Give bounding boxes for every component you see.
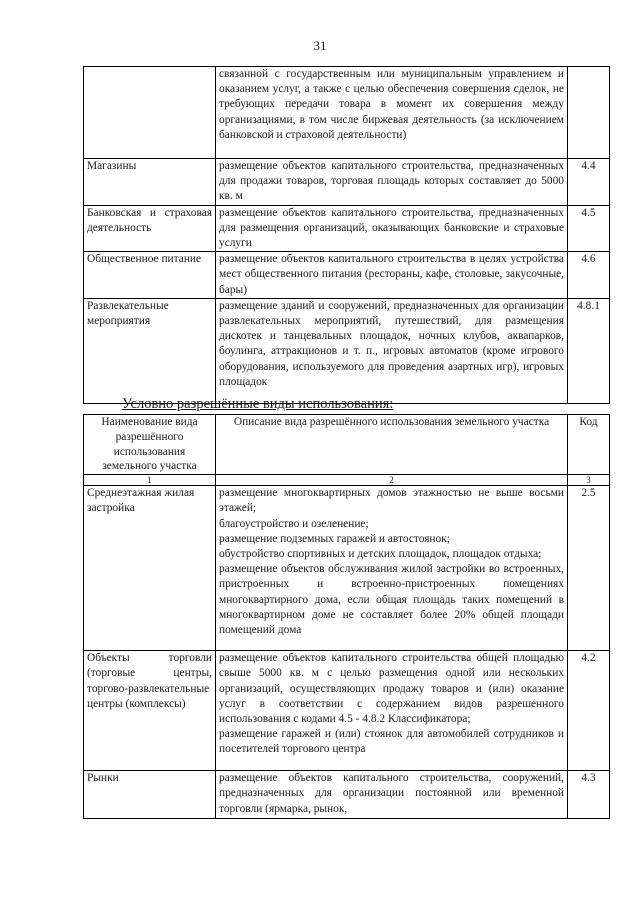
use-name-cell: Магазины bbox=[84, 159, 216, 206]
use-description-cell: размещение зданий и сооружений, предназначенных для организации развлекательных мероприятий, путешествий, для размещения дискотек и танцевальных площадок, ночных клубов, аквапарков, боулинга, аттракционов и т. п., игровых автоматов (кроме игрового оборудования, используемого для проведения азартных игр), игровых площадок bbox=[216, 298, 568, 403]
conditional-uses-table bbox=[83, 414, 610, 819]
use-name-cell: Рынки bbox=[84, 771, 216, 819]
use-name-cell bbox=[84, 67, 216, 159]
use-name-cell: Общественное питание bbox=[84, 252, 216, 299]
table-row bbox=[84, 252, 610, 299]
use-description-cell: размещение объектов капитального строительства, предназначенных для размещения организаций, оказывающих банковские и страховые услуги bbox=[216, 205, 568, 252]
section-heading: Условно разрешённые виды использования: bbox=[122, 396, 394, 412]
permitted-uses-table-continued bbox=[83, 66, 610, 404]
use-code-cell: 4.3 bbox=[568, 771, 610, 819]
use-code-cell bbox=[568, 67, 610, 159]
header-name: Наименование вида разрешённого использования земельного участка bbox=[84, 415, 216, 475]
use-code-cell: 4.8.1 bbox=[568, 298, 610, 403]
use-code-cell: 4.6 bbox=[568, 252, 610, 299]
use-code-cell: 4.2 bbox=[568, 651, 610, 771]
table-row bbox=[84, 159, 610, 206]
description-part: размещение объектов капитального строительства общей площадью свыше 5000 кв. м с целью размещения одной или нескольких организаций, осуществляющих продажу товаров и (или) оказание услуг в соответствии с содержанием видов разрешенного использования с кодами 4.5 - 4.8.2 Классификатора; bbox=[219, 652, 564, 725]
use-description-cell: размещение объектов капитального строительства, предназначенных для продажи товаров, торговая площадь которых составляет до 5000 кв. м bbox=[216, 159, 568, 206]
description-part: размещение гаражей и (или) стоянок для автомобилей сотрудников и посетителей торгового центра bbox=[219, 728, 564, 756]
description-part: обустройство спортивных и детских площадок, площадок отдыха; bbox=[219, 548, 542, 560]
table-header-row bbox=[84, 415, 610, 475]
use-code-cell: 4.5 bbox=[568, 205, 610, 252]
use-description-cell bbox=[216, 486, 568, 651]
page-number: 31 bbox=[313, 38, 327, 53]
column-number: 1 bbox=[84, 475, 216, 486]
header-description: Описание вида разрешённого использования земельного участка bbox=[216, 415, 568, 475]
use-name-cell: Развлекательные мероприятия bbox=[84, 298, 216, 403]
table-row bbox=[84, 205, 610, 252]
description-part: размещение объектов обслуживания жилой застройки во встроенных, пристроенных и встроенно-пристроенных помещениях многоквартирного дома, если общая площадь таких помещений в многоквартирном доме не составляет более 20% общей площади помещений дома bbox=[219, 563, 564, 637]
table-row bbox=[84, 771, 610, 819]
use-name-cell: Среднеэтажная жилая застройка bbox=[84, 486, 216, 651]
use-code-cell: 4.4 bbox=[568, 159, 610, 206]
description-part: благоустройство и озеленение; bbox=[219, 517, 369, 530]
table-row bbox=[84, 486, 610, 651]
column-number: 3 bbox=[568, 475, 610, 486]
use-description-cell bbox=[216, 771, 568, 819]
description-part: размещение подземных гаражей и автостоянок; bbox=[219, 532, 450, 545]
table-row bbox=[84, 67, 610, 159]
description-part: размещение объектов капитального строительства, сооружений, предназначенных для организации постоянной или временной торговли (ярмарка, рынок, bbox=[219, 772, 564, 815]
table-row bbox=[84, 298, 610, 403]
use-name-cell: Объекты торговли (торговые центры, торгово-развлекательные центры (комплексы) bbox=[84, 651, 216, 771]
use-description-cell: связанной с государственным или муниципальным управлением и оказанием услуг, а также с целью обеспечения совершения сделок, не требующих передачи товара в момент их совершения между организациями, в том числе биржевая деятельность (за исключением банковской и страховой деятельности) bbox=[216, 67, 568, 159]
use-description-cell: размещение объектов капитального строительства в целях устройства мест общественного питания (рестораны, кафе, столовые, закусочные, бары) bbox=[216, 252, 568, 299]
header-code: Код bbox=[568, 415, 610, 475]
column-number-row bbox=[84, 475, 610, 486]
use-code-cell: 2.5 bbox=[568, 486, 610, 651]
use-description-cell bbox=[216, 651, 568, 771]
use-name-cell: Банковская и страховая деятельность bbox=[84, 205, 216, 252]
table-row bbox=[84, 651, 610, 771]
description-part: размещение многоквартирных домов этажностью не выше восьми этажей; bbox=[219, 487, 564, 515]
column-number: 2 bbox=[216, 475, 568, 486]
